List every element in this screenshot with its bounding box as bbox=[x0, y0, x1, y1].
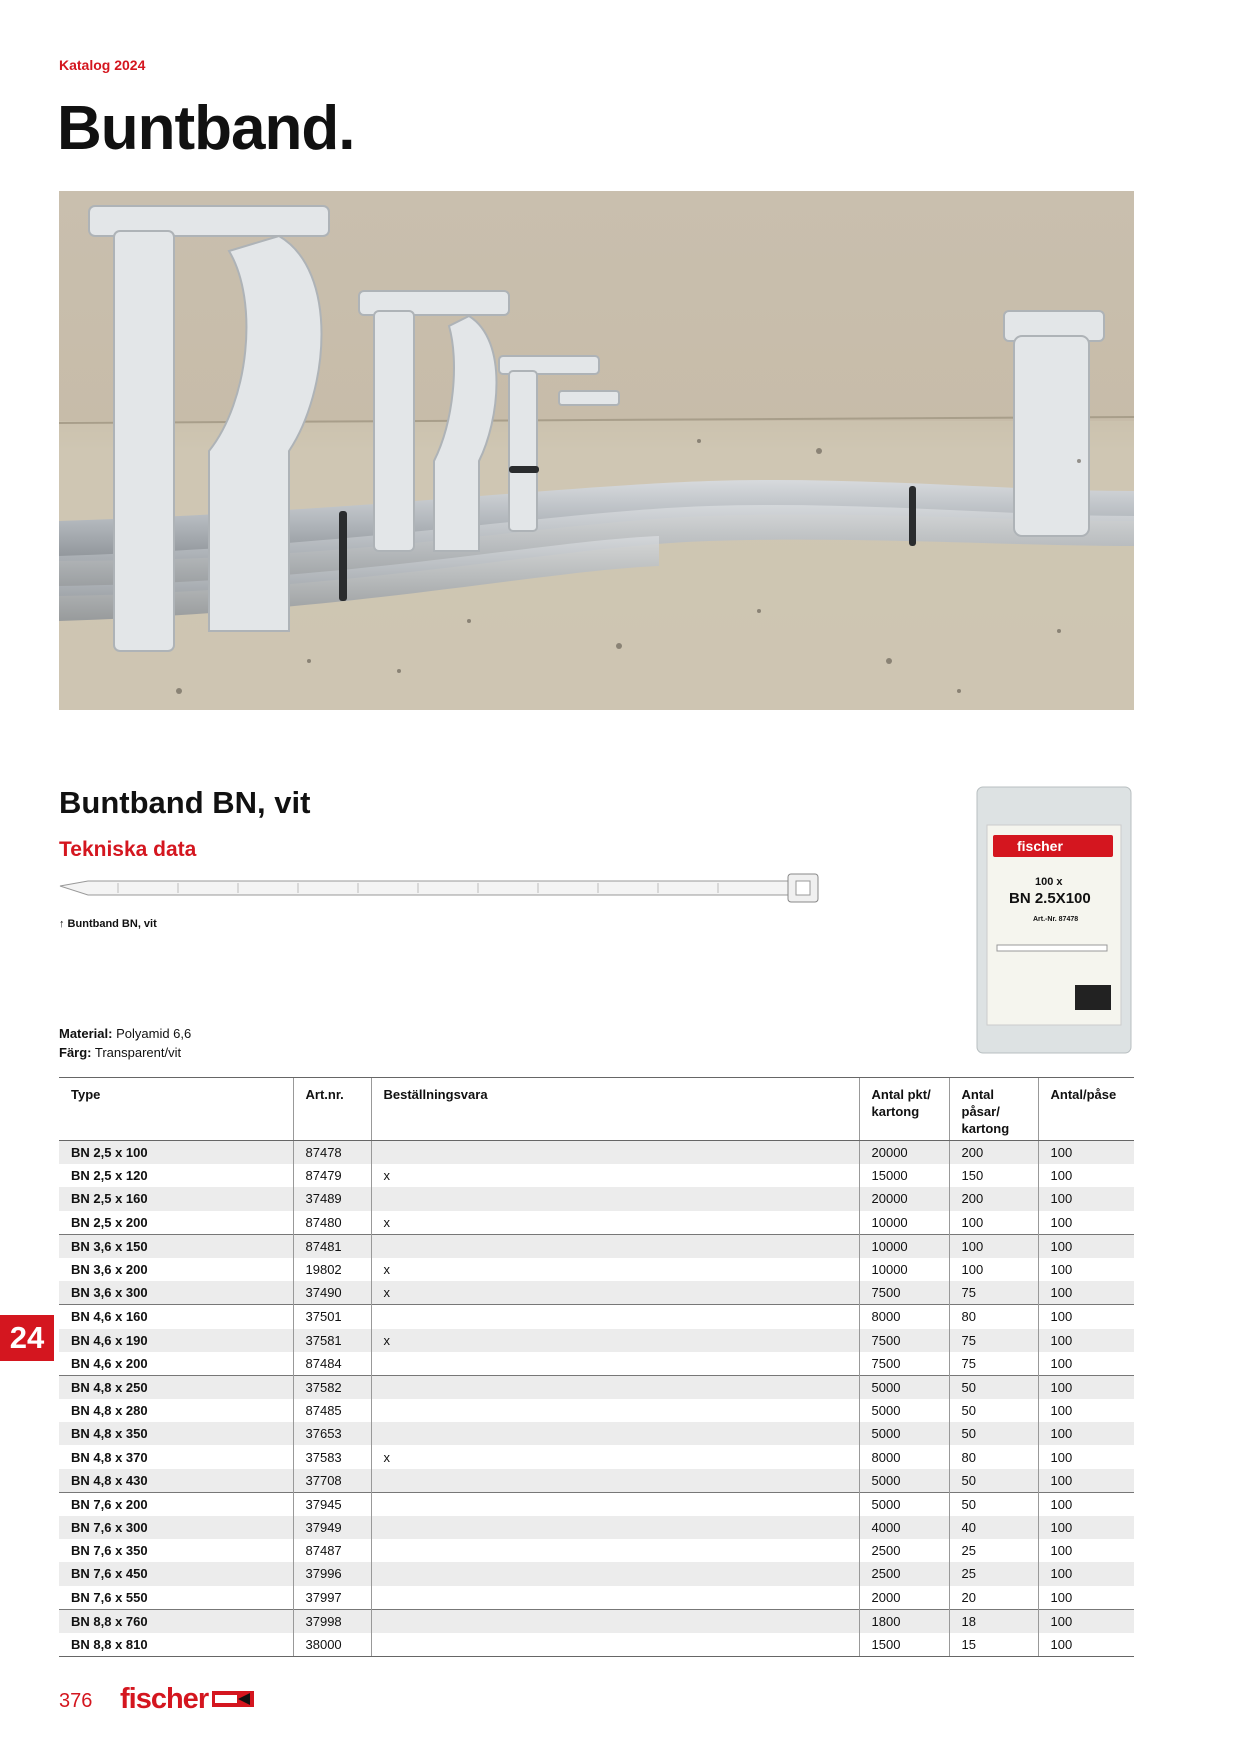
order-cell: x bbox=[371, 1445, 859, 1468]
table-row bbox=[59, 1211, 1134, 1235]
order-cell bbox=[371, 1305, 859, 1329]
bags-cell: 150 bbox=[949, 1164, 1038, 1187]
art-cell: 37653 bbox=[293, 1422, 371, 1445]
art-cell: 38000 bbox=[293, 1633, 371, 1657]
table-row bbox=[59, 1539, 1134, 1562]
bags-cell: 18 bbox=[949, 1609, 1038, 1633]
pkt-cell: 8000 bbox=[859, 1445, 949, 1468]
pkt-cell: 1800 bbox=[859, 1609, 949, 1633]
table-row bbox=[59, 1187, 1134, 1210]
art-cell: 87480 bbox=[293, 1211, 371, 1235]
per-bag-cell: 100 bbox=[1038, 1352, 1134, 1376]
per-bag-cell: 100 bbox=[1038, 1562, 1134, 1585]
type-cell: BN 3,6 x 150 bbox=[59, 1234, 293, 1258]
table-row bbox=[59, 1375, 1134, 1399]
bags-cell: 40 bbox=[949, 1516, 1038, 1539]
table-row bbox=[59, 1445, 1134, 1468]
type-cell: BN 7,6 x 300 bbox=[59, 1516, 293, 1539]
art-cell: 37998 bbox=[293, 1609, 371, 1633]
bags-cell: 200 bbox=[949, 1187, 1038, 1210]
table-row bbox=[59, 1258, 1134, 1281]
section-title: Buntband BN, vit bbox=[59, 785, 311, 820]
material-value: Polyamid 6,6 bbox=[116, 1026, 192, 1041]
art-cell: 87484 bbox=[293, 1352, 371, 1376]
pkt-cell: 5000 bbox=[859, 1422, 949, 1445]
per-bag-cell: 100 bbox=[1038, 1258, 1134, 1281]
pkt-cell: 5000 bbox=[859, 1469, 949, 1493]
bags-cell: 100 bbox=[949, 1234, 1038, 1258]
per-bag-cell: 100 bbox=[1038, 1516, 1134, 1539]
table-row bbox=[59, 1399, 1134, 1422]
bags-cell: 20 bbox=[949, 1586, 1038, 1610]
per-bag-cell: 100 bbox=[1038, 1422, 1134, 1445]
table-row bbox=[59, 1469, 1134, 1493]
column-header-art: Art.nr. bbox=[293, 1078, 371, 1141]
order-cell bbox=[371, 1234, 859, 1258]
per-bag-cell: 100 bbox=[1038, 1211, 1134, 1235]
table-row bbox=[59, 1281, 1134, 1305]
type-cell: BN 8,8 x 810 bbox=[59, 1633, 293, 1657]
art-cell: 87487 bbox=[293, 1539, 371, 1562]
per-bag-cell: 100 bbox=[1038, 1633, 1134, 1657]
bags-cell: 50 bbox=[949, 1422, 1038, 1445]
order-cell bbox=[371, 1422, 859, 1445]
pkt-cell: 5000 bbox=[859, 1492, 949, 1516]
column-header-type: Type bbox=[59, 1078, 293, 1141]
pkt-cell: 20000 bbox=[859, 1187, 949, 1210]
order-cell: x bbox=[371, 1164, 859, 1187]
bags-cell: 50 bbox=[949, 1375, 1038, 1399]
order-cell: x bbox=[371, 1211, 859, 1235]
bags-cell: 80 bbox=[949, 1305, 1038, 1329]
table-header-row bbox=[59, 1078, 1134, 1141]
pkt-cell: 10000 bbox=[859, 1258, 949, 1281]
per-bag-cell: 100 bbox=[1038, 1305, 1134, 1329]
type-cell: BN 2,5 x 200 bbox=[71, 1214, 148, 1230]
art-cell: 37582 bbox=[293, 1375, 371, 1399]
per-bag-cell: 100 bbox=[1038, 1445, 1134, 1468]
order-cell bbox=[371, 1516, 859, 1539]
bags-cell: 100 bbox=[949, 1258, 1038, 1281]
bags-cell: 25 bbox=[949, 1539, 1038, 1562]
table-row bbox=[59, 1305, 1134, 1329]
type-cell: BN 8,8 x 760 bbox=[59, 1609, 293, 1633]
table-row bbox=[59, 1234, 1134, 1258]
art-cell: 37583 bbox=[293, 1445, 371, 1468]
table-row bbox=[59, 1633, 1134, 1657]
order-cell bbox=[371, 1375, 859, 1399]
art-cell: 37581 bbox=[293, 1329, 371, 1352]
bags-cell: 200 bbox=[949, 1141, 1038, 1165]
art-cell: 37945 bbox=[293, 1492, 371, 1516]
pkt-cell: 8000 bbox=[859, 1305, 949, 1329]
type-cell: BN 4,8 x 250 bbox=[59, 1375, 293, 1399]
per-bag-cell: 100 bbox=[1038, 1164, 1134, 1187]
per-bag-cell: 100 bbox=[1038, 1492, 1134, 1516]
art-cell: 37708 bbox=[293, 1469, 371, 1493]
type-cell: BN 2,5 x 120 bbox=[71, 1168, 148, 1184]
bags-cell: 50 bbox=[949, 1469, 1038, 1493]
column-header-pkt: Antal pkt/ kartong bbox=[859, 1078, 949, 1141]
type-cell: BN 4,8 x 280 bbox=[71, 1403, 148, 1419]
order-cell bbox=[371, 1586, 859, 1610]
art-cell: 37997 bbox=[293, 1586, 371, 1610]
bags-cell: 75 bbox=[949, 1281, 1038, 1305]
hero-photo bbox=[59, 191, 1134, 710]
per-bag-cell: 100 bbox=[1038, 1586, 1134, 1610]
table-row bbox=[59, 1141, 1134, 1165]
table-row bbox=[59, 1329, 1134, 1352]
art-cell: 37489 bbox=[293, 1187, 371, 1210]
art-cell: 19802 bbox=[293, 1258, 371, 1281]
type-cell: BN 7,6 x 200 bbox=[59, 1492, 293, 1516]
per-bag-cell: 100 bbox=[1038, 1329, 1134, 1352]
pkt-cell: 2500 bbox=[859, 1539, 949, 1562]
bags-cell: 75 bbox=[949, 1352, 1038, 1376]
column-header-bags: Antal påsar/ kartong bbox=[949, 1078, 1038, 1141]
type-cell: BN 4,6 x 200 bbox=[71, 1355, 148, 1371]
logo-emblem-icon bbox=[212, 1690, 254, 1708]
order-cell bbox=[371, 1469, 859, 1493]
art-cell: 87485 bbox=[293, 1399, 371, 1422]
per-bag-cell: 100 bbox=[1038, 1609, 1134, 1633]
order-cell: x bbox=[371, 1258, 859, 1281]
pkt-cell: 5000 bbox=[859, 1375, 949, 1399]
order-cell bbox=[371, 1399, 859, 1422]
order-cell bbox=[371, 1633, 859, 1657]
package-photo bbox=[975, 785, 1133, 1055]
order-cell bbox=[371, 1562, 859, 1585]
bags-cell: 100 bbox=[949, 1211, 1038, 1235]
per-bag-cell: 100 bbox=[1038, 1399, 1134, 1422]
type-cell: BN 3,6 x 300 bbox=[59, 1281, 293, 1305]
pkt-cell: 7500 bbox=[859, 1329, 949, 1352]
type-cell: BN 3,6 x 200 bbox=[71, 1262, 148, 1278]
per-bag-cell: 100 bbox=[1038, 1375, 1134, 1399]
table-row bbox=[59, 1164, 1134, 1187]
type-cell: BN 4,8 x 350 bbox=[59, 1422, 293, 1445]
art-cell: 87478 bbox=[293, 1141, 371, 1165]
bags-cell: 50 bbox=[949, 1492, 1038, 1516]
type-cell: BN 2,5 x 100 bbox=[59, 1141, 293, 1165]
table-row bbox=[59, 1586, 1134, 1610]
art-cell: 87481 bbox=[293, 1234, 371, 1258]
type-cell: BN 7,6 x 550 bbox=[71, 1589, 148, 1605]
art-cell: 37996 bbox=[293, 1562, 371, 1585]
catalog-label: Katalog 2024 bbox=[59, 57, 146, 73]
bags-cell: 25 bbox=[949, 1562, 1038, 1585]
color-spec bbox=[59, 1045, 181, 1060]
type-cell: BN 7,6 x 450 bbox=[59, 1562, 293, 1585]
order-cell: x bbox=[371, 1281, 859, 1305]
fischer-logo bbox=[120, 1684, 254, 1714]
art-cell: 37949 bbox=[293, 1516, 371, 1539]
art-cell: 37490 bbox=[293, 1281, 371, 1305]
bags-cell: 50 bbox=[949, 1399, 1038, 1422]
per-bag-cell: 100 bbox=[1038, 1234, 1134, 1258]
per-bag-cell: 100 bbox=[1038, 1539, 1134, 1562]
per-bag-cell: 100 bbox=[1038, 1187, 1134, 1210]
spec-table bbox=[59, 1077, 1134, 1657]
order-cell bbox=[371, 1141, 859, 1165]
table-row bbox=[59, 1352, 1134, 1376]
pkt-cell: 2500 bbox=[859, 1562, 949, 1585]
type-cell: BN 4,6 x 160 bbox=[59, 1305, 293, 1329]
page-number: 376 bbox=[59, 1690, 93, 1712]
order-cell bbox=[371, 1539, 859, 1562]
type-cell: BN 4,8 x 370 bbox=[71, 1449, 148, 1465]
per-bag-cell: 100 bbox=[1038, 1281, 1134, 1305]
table-row bbox=[59, 1492, 1134, 1516]
art-cell: 37501 bbox=[293, 1305, 371, 1329]
table-row bbox=[59, 1422, 1134, 1445]
per-bag-cell: 100 bbox=[1038, 1141, 1134, 1165]
page-title: Buntband. bbox=[57, 94, 355, 163]
table-row bbox=[59, 1516, 1134, 1539]
column-header-order: Beställningsvara bbox=[371, 1078, 859, 1141]
order-cell bbox=[371, 1187, 859, 1210]
table-row bbox=[59, 1562, 1134, 1585]
column-header-per-bag: Antal/påse bbox=[1038, 1078, 1134, 1141]
material-spec bbox=[59, 1026, 191, 1041]
order-cell bbox=[371, 1352, 859, 1376]
art-cell: 87479 bbox=[293, 1164, 371, 1187]
material-label: Material: bbox=[59, 1026, 113, 1041]
bags-cell: 15 bbox=[949, 1633, 1038, 1657]
pkt-cell: 7500 bbox=[859, 1281, 949, 1305]
pkt-cell: 5000 bbox=[859, 1399, 949, 1422]
pkt-cell: 10000 bbox=[859, 1234, 949, 1258]
type-cell: BN 7,6 x 350 bbox=[71, 1543, 148, 1559]
color-value: Transparent/vit bbox=[94, 1045, 182, 1060]
order-cell bbox=[371, 1492, 859, 1516]
technical-data-heading: Tekniska data bbox=[59, 838, 197, 861]
pkt-cell: 1500 bbox=[859, 1633, 949, 1657]
pkt-cell: 15000 bbox=[859, 1164, 949, 1187]
bags-cell: 75 bbox=[949, 1329, 1038, 1352]
order-cell: x bbox=[371, 1329, 859, 1352]
pkt-cell: 4000 bbox=[859, 1516, 949, 1539]
logo-wordmark: fischer bbox=[120, 1682, 209, 1715]
bags-cell: 80 bbox=[949, 1445, 1038, 1468]
pkt-cell: 2000 bbox=[859, 1586, 949, 1610]
color-label: Färg: bbox=[59, 1045, 92, 1060]
cable-tie-illustration bbox=[58, 868, 823, 908]
type-cell: BN 4,6 x 190 bbox=[59, 1329, 293, 1352]
order-cell bbox=[371, 1609, 859, 1633]
pkt-cell: 10000 bbox=[859, 1211, 949, 1235]
pkt-cell: 20000 bbox=[859, 1141, 949, 1165]
type-cell: BN 4,8 x 430 bbox=[59, 1469, 293, 1493]
per-bag-cell: 100 bbox=[1038, 1469, 1134, 1493]
package-art-number: Art.-Nr. 87478 bbox=[1033, 916, 1079, 923]
type-cell: BN 2,5 x 160 bbox=[59, 1187, 293, 1210]
pkt-cell: 7500 bbox=[859, 1352, 949, 1376]
package-brand: fischer bbox=[1017, 838, 1063, 854]
table-row bbox=[59, 1609, 1134, 1633]
package-count: 100 x bbox=[1035, 876, 1063, 888]
figure-caption: ↑ Buntband BN, vit bbox=[59, 918, 157, 930]
package-product: BN 2.5X100 bbox=[1009, 890, 1091, 907]
chapter-tab: 24 bbox=[0, 1315, 54, 1361]
